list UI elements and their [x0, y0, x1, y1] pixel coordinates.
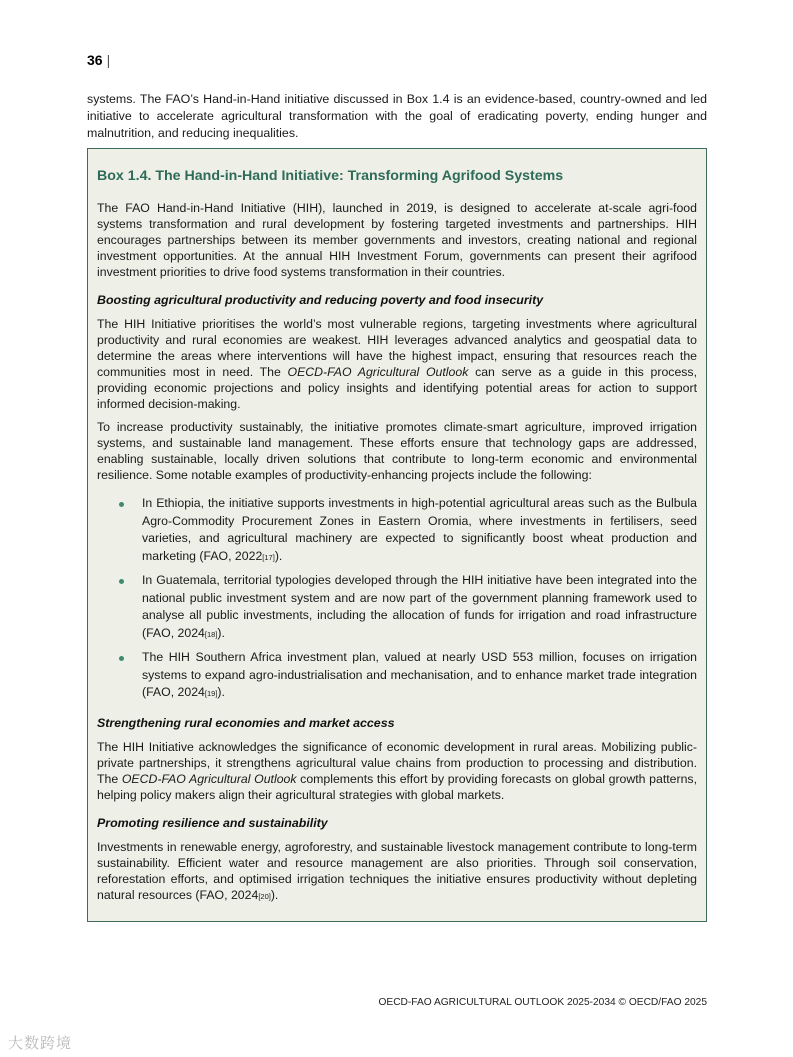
citation-ref[interactable]: [18]	[204, 629, 218, 639]
page-number-separator: |	[106, 52, 111, 68]
page-footer: OECD-FAO AGRICULTURAL OUTLOOK 2025-2034 © OECD/FAO 2025	[378, 997, 707, 1008]
box-paragraph-5: Investments in renewable energy, agroforestry, and sustainable livestock management contribute to long-term sustainability. Efficient water and resource management are also priorities. Through soil conservation, reforestation efforts, and optimised irrigation techniques the initiative ensures productivity without depleting natural resources (FAO, 2024[20]).	[97, 839, 697, 902]
citation-ref[interactable]: [20]	[258, 891, 271, 901]
box-1-4	[87, 148, 707, 922]
citation-ref[interactable]: [17]	[262, 552, 275, 562]
box-paragraph-3: To increase productivity sustainably, the initiative promotes climate-smart agriculture, improved irrigation systems, and sustainable land management. These efforts ensure that technology gaps are addressed, enabling sustainable, locally driven solutions that contribute to long-term economic and environmental resilience. Some notable examples of productivity-enhancing projects include the following:	[97, 420, 697, 482]
bullet-icon	[119, 656, 124, 661]
bullet-icon	[119, 579, 124, 584]
examples-list	[97, 495, 697, 703]
list-item: The HIH Southern Africa investment plan, valued at nearly USD 553 million, focuses on irrigation systems to expand agro-industrialisation and mechanisation, and to enhance market trade integration (FAO, 2024[19]).	[97, 649, 697, 703]
section-heading-resilience: Promoting resilience and sustainability	[97, 815, 328, 830]
page-number: 36 |	[87, 52, 111, 68]
watermark: 大数跨境	[8, 1035, 73, 1052]
box-title: Box 1.4. The Hand-in-Hand Initiative: Transforming Agrifood Systems	[97, 168, 564, 184]
box-paragraph-1: The FAO Hand-in-Hand Initiative (HIH), launched in 2019, is designed to accelerate at-scale agri-food systems transformation and rural development by fostering targeted investments and partnerships. HIH encourages partnerships between its member governments and investors, creating national and regional investment opportunities. At the annual HIH Investment Forum, governments can present their agrifood investment priorities to drive food systems transformation in their countries.	[97, 201, 697, 279]
box-paragraph-4: The HIH Initiative acknowledges the significance of economic development in rural areas. Mobilizing public-private partnerships, it strengthens agricultural value chains from production to processing and distribution. The OECD-FAO Agricultural Outlook complements this effort by providing forecasts on global growth patterns, helping policy makers align their agricultural strategies with global markets.	[97, 739, 697, 802]
list-item: In Ethiopia, the initiative supports investments in high-potential agricultural areas such as the Bulbula Agro-Commodity Procurement Zones in Eastern Oromia, where investments in fertilisers, seed varieties, and agricultural machinery are expected to significantly boost wheat production and marketing (FAO, 2022[17]).	[97, 495, 697, 566]
section-heading-productivity: Boosting agricultural productivity and reducing poverty and food insecurity	[97, 293, 544, 307]
outlook-title-ref: OECD-FAO Agricultural Outlook	[287, 365, 469, 379]
citation-ref[interactable]: [19]	[204, 689, 218, 698]
list-item: In Guatemala, territorial typologies developed through the HIH initiative have been integrated into the national public investment system and are now part of the government planning framework used to analyse all public investments, including the allocation of funds for irrigation and road infrastructure (FAO, 2024[18]).	[97, 572, 697, 643]
section-heading-rural-economies: Strengthening rural economies and market access	[97, 715, 395, 730]
box-paragraph-2: The HIH Initiative prioritises the world’s most vulnerable regions, targeting investments where agricultural productivity and rural economies are weakest. HIH leverages advanced analytics and geospatial data to determine the areas where interventions will have the highest impact, ensuring that resources reach the communities most in need. The OECD-FAO Agricultural Outlook can serve as a guide in this process, providing economic projections and policy insights and identifying potential areas for action to support informed decision-making.	[97, 317, 697, 411]
outlook-title-ref: OECD-FAO Agricultural Outlook	[121, 771, 297, 786]
intro-paragraph: systems. The FAO’s Hand-in-Hand initiative discussed in Box 1.4 is an evidence-based, country-owned and led initiative to accelerate agricultural transformation with the goal of eradicating poverty, ending hunger and malnutrition, and reducing inequalities.	[87, 92, 707, 140]
bullet-icon	[119, 502, 124, 507]
